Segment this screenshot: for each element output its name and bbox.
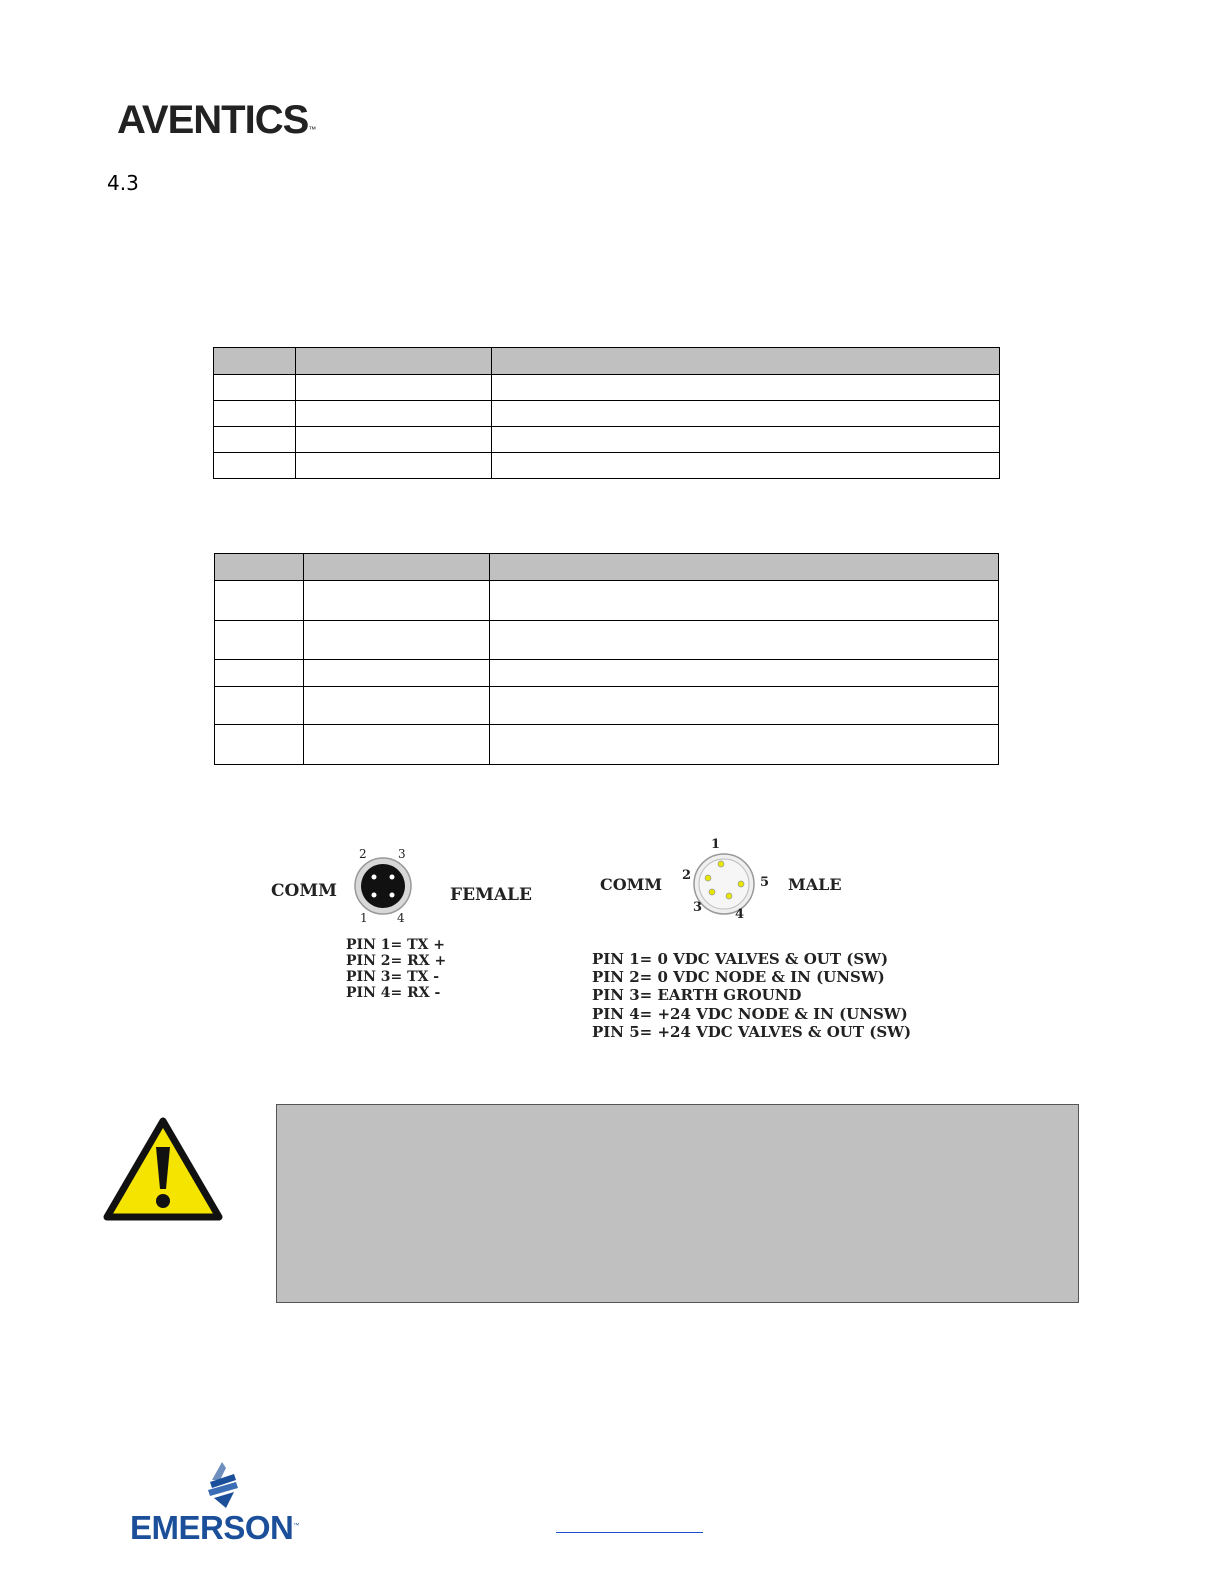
warning-box — [276, 1104, 1079, 1303]
male-comm-label: COMM — [600, 875, 663, 894]
male-pin-item: PIN 1= 0 VDC VALVES & OUT (SW) — [592, 950, 889, 968]
table-cell — [490, 687, 999, 725]
table-cell — [296, 348, 492, 375]
table-cell — [304, 660, 490, 687]
table-row — [214, 453, 1000, 479]
table-row — [214, 375, 1000, 401]
female-connector-icon — [350, 852, 416, 918]
female-pin-list — [346, 937, 446, 1001]
table-cell — [215, 621, 304, 660]
female-pin-item: PIN 3= TX - — [346, 969, 440, 985]
table-cell — [304, 554, 490, 581]
table-cell — [214, 375, 296, 401]
table-cell — [215, 554, 304, 581]
table-1 — [213, 347, 1000, 479]
male-pin-item: PIN 4= +24 VDC NODE & IN (UNSW) — [592, 1004, 908, 1023]
female-pin-item: PIN 1= TX + — [346, 937, 445, 953]
male-pin-item: PIN 3= EARTH GROUND — [592, 986, 802, 1005]
aventics-logo-tm: ™ — [308, 125, 316, 134]
table-row — [215, 687, 999, 725]
table-cell — [296, 401, 492, 427]
table-cell — [490, 660, 999, 687]
male-pin-number: 1 — [711, 837, 721, 852]
table-cell — [214, 348, 296, 375]
table-cell — [215, 725, 304, 765]
emerson-logo-icon — [200, 1460, 246, 1510]
table-row — [215, 581, 999, 621]
section-number: 4.3 — [107, 171, 139, 195]
table-cell — [296, 453, 492, 479]
table-cell — [490, 725, 999, 765]
male-pin-item: PIN 5= +24 VDC VALVES & OUT (SW) — [592, 1022, 912, 1041]
male-pin-number: 2 — [682, 868, 692, 883]
male-pin-number: 3 — [693, 900, 703, 915]
aventics-logo-text: AVENTICS — [117, 98, 309, 142]
table-cell — [215, 660, 304, 687]
female-comm-label: COMM — [271, 881, 337, 901]
warning-icon — [103, 1117, 223, 1223]
table-row — [215, 660, 999, 687]
table-2 — [214, 553, 999, 765]
table-cell — [492, 375, 1000, 401]
table-cell — [304, 621, 490, 660]
table-cell — [215, 581, 304, 621]
female-pin-number: 2 — [359, 847, 367, 861]
female-gender-label: FEMALE — [450, 885, 532, 905]
table-cell — [490, 581, 999, 621]
table-cell — [214, 453, 296, 479]
table-cell — [490, 621, 999, 660]
emerson-logo-tm: ™ — [293, 1523, 299, 1529]
male-gender-label: MALE — [788, 875, 842, 894]
table-cell — [492, 453, 1000, 479]
table-cell — [492, 401, 1000, 427]
table-cell — [296, 427, 492, 453]
table-row — [214, 401, 1000, 427]
male-pin-item: PIN 2= 0 VDC NODE & IN (UNSW) — [592, 968, 885, 987]
table-cell — [304, 725, 490, 765]
table-cell — [296, 375, 492, 401]
male-pin-list — [592, 950, 911, 1041]
female-pin-number: 3 — [398, 847, 406, 861]
footer-link[interactable] — [556, 1532, 703, 1533]
table-cell — [304, 581, 490, 621]
table-cell — [490, 554, 999, 581]
emerson-logo — [130, 1509, 299, 1547]
table-row — [214, 427, 1000, 453]
table-cell — [492, 348, 1000, 375]
table-cell — [304, 687, 490, 725]
female-pin-number: 1 — [360, 911, 368, 925]
table-header-row — [215, 554, 999, 581]
table-cell — [215, 687, 304, 725]
male-pin-number: 4 — [735, 907, 745, 922]
table-cell — [214, 401, 296, 427]
table-cell — [492, 427, 1000, 453]
aventics-logo — [117, 96, 315, 144]
male-pin-number: 5 — [760, 875, 770, 890]
table-cell — [214, 427, 296, 453]
female-pin-number: 4 — [397, 911, 405, 925]
table-header-row — [214, 348, 1000, 375]
table-row — [215, 621, 999, 660]
female-pin-item: PIN 2= RX + — [346, 953, 447, 969]
female-pin-item: PIN 4= RX - — [346, 985, 441, 1001]
emerson-logo-text: EMERSON — [130, 1509, 294, 1546]
table-row — [215, 725, 999, 765]
